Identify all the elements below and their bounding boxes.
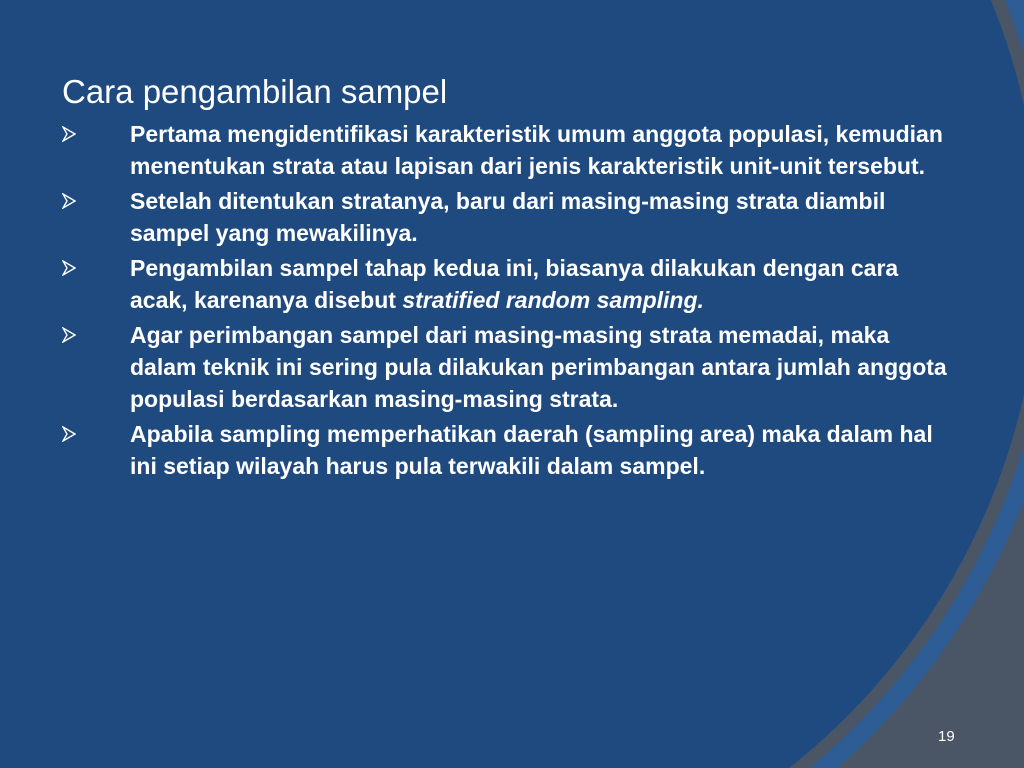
bullet-text: Agar perimbangan sampel dari masing-masing strata memadai, maka dalam teknik ini sering pula dilakukan perimbangan antara jumlah anggota populasi berdasarkan masing-masing strata. bbox=[130, 322, 947, 412]
bullet-item bbox=[62, 418, 962, 482]
bullet-item bbox=[62, 252, 962, 316]
bullet-item bbox=[62, 319, 962, 415]
page-number: 19 bbox=[938, 728, 955, 745]
bullet-italic-text: stratified random sampling. bbox=[402, 287, 704, 313]
chevron-arrow-icon bbox=[62, 126, 76, 142]
slide-content bbox=[62, 70, 962, 485]
bullet-item bbox=[62, 185, 962, 249]
chevron-arrow-icon bbox=[62, 193, 76, 209]
bullet-item bbox=[62, 118, 962, 182]
bullet-list bbox=[62, 118, 962, 482]
bullet-text: Setelah ditentukan stratanya, baru dari masing-masing strata diambil sampel yang mewakilinya. bbox=[130, 188, 886, 246]
chevron-arrow-icon bbox=[62, 426, 76, 442]
bullet-text: Pertama mengidentifikasi karakteristik umum anggota populasi, kemudian menentukan strata atau lapisan dari jenis karakteristik unit-unit tersebut. bbox=[130, 121, 943, 179]
chevron-arrow-icon bbox=[62, 260, 76, 276]
slide-title: Cara pengambilan sampel bbox=[62, 73, 448, 110]
bullet-text: Pengambilan sampel tahap kedua ini, biasanya dilakukan dengan cara acak, karenanya disebut bbox=[130, 255, 899, 313]
bullet-text: Apabila sampling memperhatikan daerah (sampling area) maka dalam hal ini setiap wilayah harus pula terwakili dalam sampel. bbox=[130, 421, 933, 479]
chevron-arrow-icon bbox=[62, 327, 76, 343]
